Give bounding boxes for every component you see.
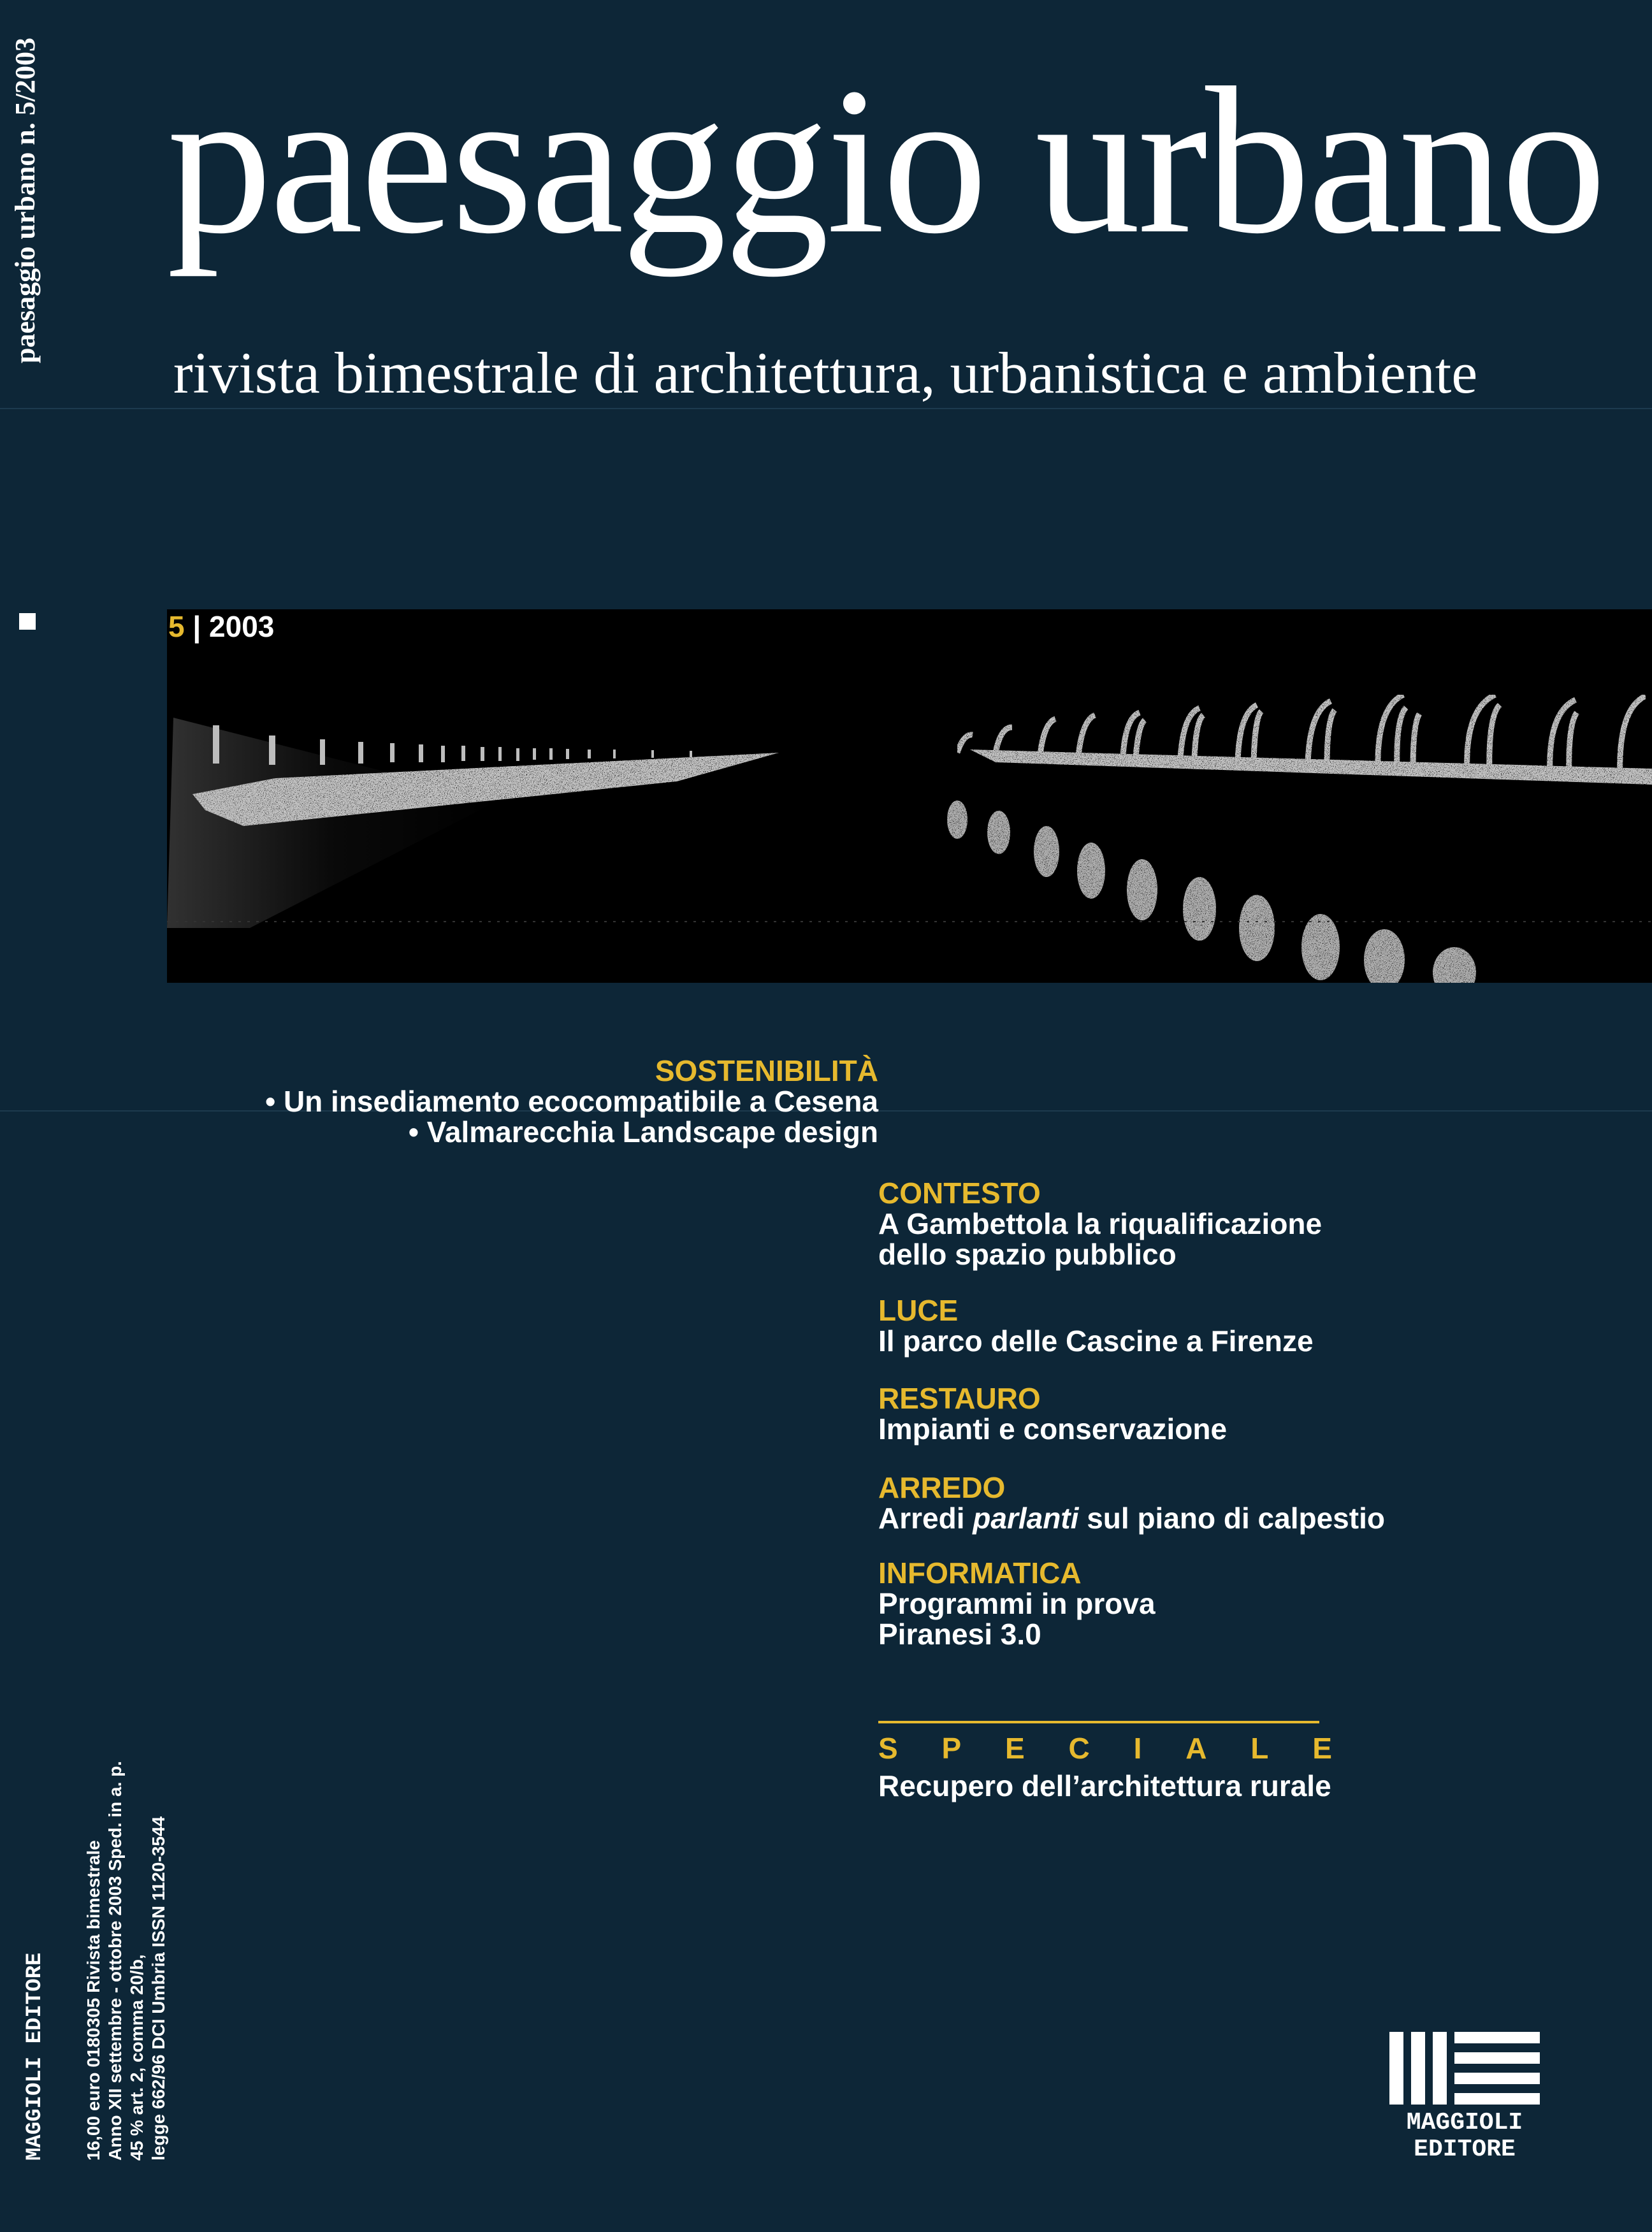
spine-publisher: MAGGIOLI EDITORE [23,1952,47,2161]
section-speciale [878,1771,1331,1801]
info-line: legge 662/96 DCI Umbria ISSN 1120-3544 [149,1816,168,2161]
section-item: A Gambettola la riqualificazione [878,1207,1322,1240]
logo-line-2: EDITORE [1414,2136,1516,2163]
info-line: 16,00 euro 0180305 Rivista bimestrale [83,1840,103,2161]
section-restauro [878,1383,1227,1444]
speciale-rule [878,1721,1319,1723]
section-arredo [878,1472,1385,1533]
section-sostenibilita [167,1055,878,1147]
issue-number: 5 [168,610,185,643]
cover-photo [167,609,1652,983]
speciale-letter: S [878,1732,898,1765]
publication-info [83,1761,170,2161]
info-line: Anno XII settembre - ottobre 2003 Sped. in a. p. [105,1760,125,2161]
divider-top [0,408,1652,409]
arredo-text-em: parlanti [973,1502,1079,1535]
section-item: Programmi in prova [878,1587,1156,1620]
info-line: 45 % art. 2, comma 20/b, [127,1954,147,2161]
magazine-subtitle: rivista bimestrale di architettura, urbanistica e ambiente [173,340,1478,405]
section-luce [878,1295,1314,1356]
section-item: Piranesi 3.0 [878,1618,1041,1651]
issue-year: 2003 [209,610,275,643]
issue-separator: | [184,610,210,643]
arredo-text-post: sul piano di calpestio [1078,1502,1385,1535]
section-item: Il parco delle Cascine a Firenze [878,1324,1314,1358]
issue-label [168,609,274,644]
arredo-text-pre: Arredi [878,1502,973,1535]
logo-line-1: MAGGIOLI [1406,2109,1523,2136]
section-item: Impianti e conservazione [878,1412,1228,1446]
section-kicker: CONTESTO [878,1177,1041,1210]
speciale-letter: P [941,1732,962,1765]
spine-bullet-icon [19,613,36,630]
section-informatica [878,1558,1156,1649]
section-item [878,1503,1385,1533]
section-kicker: SOSTENIBILITÀ [655,1054,878,1087]
section-kicker: RESTAURO [878,1382,1041,1415]
speciale-kicker [878,1731,1332,1765]
maggioli-logo-icon [1389,2032,1540,2105]
section-item: Recupero dell’architettura rurale [878,1769,1331,1802]
speciale-letter: L [1250,1732,1269,1765]
section-kicker: LUCE [878,1294,959,1327]
speciale-letter: I [1133,1732,1142,1765]
speciale-letter: E [1005,1732,1025,1765]
publisher-logo [1389,2032,1540,2163]
magazine-title: paesaggio urbano [167,45,1604,277]
speciale-letter: C [1068,1732,1090,1765]
spine-title: paesaggio urbano n. 5/2003 [10,38,41,363]
speciale-letter: E [1312,1732,1332,1765]
section-contesto [878,1178,1322,1270]
night-promenade-illustration [167,609,1652,983]
section-kicker: ARREDO [878,1471,1006,1504]
section-item: • Un insediamento ecocompatibile a Cesena [265,1085,878,1118]
speciale-letter: A [1185,1732,1207,1765]
section-kicker: INFORMATICA [878,1556,1082,1590]
section-item: dello spazio pubblico [878,1238,1177,1271]
section-item: • Valmarecchia Landscape design [408,1115,878,1149]
